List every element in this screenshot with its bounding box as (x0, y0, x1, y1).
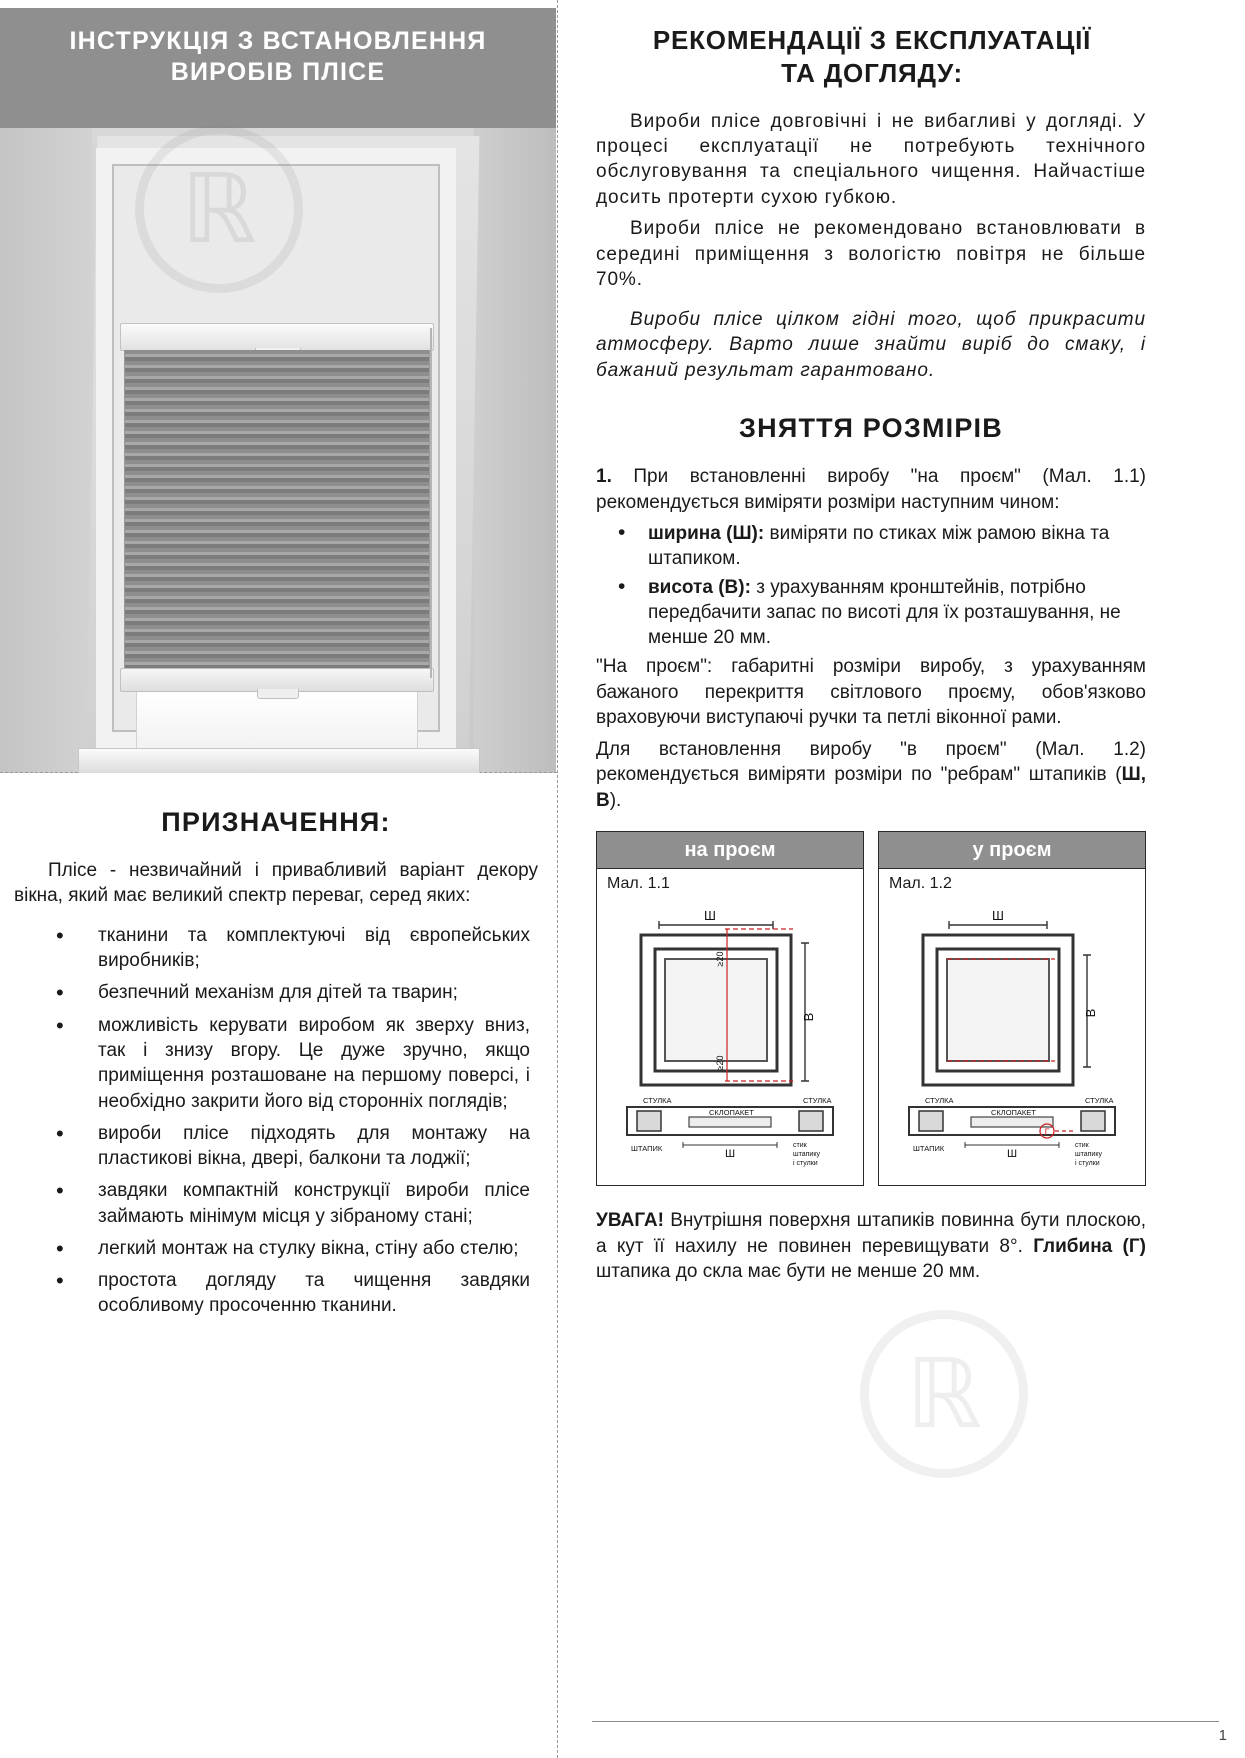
svg-text:В: В (801, 1012, 816, 1022)
figure-2-header: у проєм (879, 832, 1145, 869)
measurement-item-1-text: При встановленні виробу "на проєм" (Мал. 1.1) рекомендується виміряти розміри наступним чином: (596, 466, 1146, 513)
recommendations-paragraph-3: Вироби пліcе цілком гідні того, щоб прикрасити атмосферу. Варто лише знайти виріб до смаку, і бажаний результат гарантовано. (596, 308, 1146, 381)
measurement-width-text: виміряти по стиках між рамою вікна та штапиком. (648, 522, 1110, 570)
photo-bottom-rail (120, 668, 434, 692)
purpose-benefits-list (14, 923, 538, 1319)
svg-text:≥20: ≥20 (715, 1055, 725, 1071)
svg-text:Ш: Ш (992, 908, 1004, 924)
measurement-paragraph-3-bold: Ш, В (596, 764, 1146, 811)
measurement-paragraph-3 (596, 737, 1146, 813)
banner-title-line2: ВИРОБІВ ПЛІСЕ (170, 58, 386, 86)
svg-text:стик: стик (793, 1142, 807, 1150)
svg-text:штапику: штапику (1075, 1151, 1102, 1159)
svg-text:стик: стик (1075, 1142, 1089, 1150)
measurement-item-1-number: 1. (596, 466, 612, 488)
photo-window-glass (136, 690, 418, 754)
plisse-window-photo (0, 128, 556, 773)
warning-depth-label: Глибина (Г) (1033, 1235, 1146, 1257)
svg-text:В: В (1083, 1008, 1098, 1018)
list-item: • можливість керувати виробом як зверху вниз, так і знизу вгору. Це дуже зручно, якщо приміщення розташоване на першому поверсі, і необхідно закрити його від сторонніх поглядів; (14, 1013, 538, 1114)
instruction-banner (0, 8, 556, 128)
figure-1-canvas (597, 895, 863, 1185)
svg-text:≥20: ≥20 (715, 951, 725, 967)
recommendations-body (592, 109, 1152, 1285)
recommendations-paragraph-1: Вироби пліcе довговічні і не вибагливі у догляді. У процесі експлуатації не потребують технічного обслуговування та спеціального чищення. Найчастіше досить протерти сухою губкою. (596, 110, 1146, 208)
measurement-height-text: з урахуванням кронштейнів, потрібно передбачити запас по висоті для їх розташування, не менше 20 мм. (648, 577, 1121, 649)
warning-note (596, 1208, 1146, 1285)
list-item: • простота догляду та чищення завдяки особливому просоченню тканини. (14, 1268, 538, 1319)
figure-2-canvas (879, 895, 1145, 1185)
list-item (596, 575, 1146, 650)
svg-text:СКЛОПАКЕТ: СКЛОПАКЕТ (991, 1108, 1036, 1118)
svg-text:Ш: Ш (724, 1148, 736, 1161)
figure-1-number: Мал. 1.1 (607, 875, 670, 893)
measurement-paragraph-2: "На проєм": габаритні розміри виробу, з урахуванням бажаного перекриття світлового проєму, обов'язково враховуючи виступаючі ручки та петлі віконної рами. (596, 656, 1146, 729)
figure-u-proem (878, 831, 1146, 1186)
svg-text:штапику: штапику (793, 1151, 820, 1159)
page-number: 1 (1218, 1727, 1227, 1744)
svg-text:СТУЛКА: СТУЛКА (803, 1096, 832, 1106)
photo-pleated-fabric (124, 350, 430, 670)
photo-bottom-rail-tab (257, 689, 299, 699)
list-item: • завдяки компактній конструкції вироби пліcе займають мінімум місця у зібраному стані; (14, 1178, 538, 1229)
recommendations-title (592, 24, 1152, 91)
photo-wall-left (0, 128, 92, 773)
measurement-width-label: ширина (Ш): (648, 522, 765, 544)
svg-text:ШТАПИК: ШТАПИК (631, 1144, 663, 1154)
recommendations-title-line2: ТА ДОГЛЯДУ: (781, 58, 963, 89)
list-item: • безпечний механізм для дітей та тварин; (14, 980, 538, 1005)
svg-text:Ш: Ш (1006, 1148, 1018, 1161)
purpose-title: ПРИЗНАЧЕННЯ: (161, 807, 391, 837)
measurement-paragraph-3-c: ). (609, 789, 622, 811)
photo-window-sill (78, 748, 480, 773)
vertical-dashed-separator (557, 0, 558, 1758)
figures-container (596, 831, 1146, 1186)
figure-2-number: Мал. 1.2 (889, 875, 952, 893)
figure-na-proem (596, 831, 864, 1186)
svg-text:Г: Г (1044, 1127, 1050, 1138)
svg-text:СТУЛКА: СТУЛКА (1085, 1096, 1114, 1106)
purpose-section (0, 807, 556, 1319)
warning-label: УВАГА! (596, 1210, 664, 1232)
svg-text:ШТАПИК: ШТАПИК (913, 1144, 945, 1154)
right-column (592, 8, 1152, 1304)
figure-1-drawing (597, 895, 865, 1185)
photo-side-cord (430, 328, 432, 678)
svg-text:і стулки: і стулки (1075, 1160, 1100, 1168)
measurement-title: ЗНЯТТЯ РОЗМІРІВ (739, 413, 1003, 444)
footer-rule (592, 1721, 1219, 1722)
recommendations-paragraph-2: Вироби пліcе не рекомендовано встановлювати в середині приміщення з вологістю повітря не більше 70%. (596, 218, 1146, 291)
figure-2-drawing (879, 895, 1147, 1185)
svg-text:Ш: Ш (704, 908, 716, 924)
recommendations-title-line1: РЕКОМЕНДАЦІЇ З ЕКСПЛУАТАЦІЇ (652, 25, 1092, 55)
purpose-intro: Пліcе - незвичайний і привабливий варіант декору вікна, який має великий спектр переваг, серед яких: (14, 860, 538, 907)
svg-text:і стулки: і стулки (793, 1160, 818, 1168)
warning-text-b: штапика до скла має бути не менше 20 мм. (596, 1261, 981, 1283)
list-item: • тканини та комплектуючі від європейських виробників; (14, 923, 538, 974)
photo-wall-right (474, 128, 556, 773)
warning-text-a: Внутрішня поверхня штапиків повинна бути плоскою, а кут її нахилу не повинен перевищувати 8°. (596, 1210, 1146, 1257)
list-item: • легкий монтаж на стулку вікна, стіну або стелю; (14, 1236, 538, 1261)
list-item (596, 521, 1146, 571)
svg-text:СТУЛКА: СТУЛКА (925, 1096, 954, 1106)
left-column (0, 8, 556, 1326)
photo-head-rail (120, 323, 434, 351)
watermark-logo: ℝ (860, 1310, 1028, 1478)
banner-title-line1: ІНСТРУКЦІЯ З ВСТАНОВЛЕННЯ (69, 27, 487, 55)
figure-1-header: на проєм (597, 832, 863, 869)
svg-text:СТУЛКА: СТУЛКА (643, 1096, 672, 1106)
measurement-item-1 (596, 464, 1146, 515)
measurement-paragraph-3-a: Для встановлення виробу "в проєм" (Мал. 1.2) рекомендується виміряти розміри по "ребрам" штапиків ( (596, 738, 1146, 786)
list-item: • вироби пліcе підходять для монтажу на пластикові вікна, двері, балкони та лоджії; (14, 1121, 538, 1172)
svg-text:СКЛОПАКЕТ: СКЛОПАКЕТ (709, 1108, 754, 1118)
measurement-height-label: висота (В): (648, 577, 751, 599)
measurement-sub-list (596, 521, 1146, 650)
